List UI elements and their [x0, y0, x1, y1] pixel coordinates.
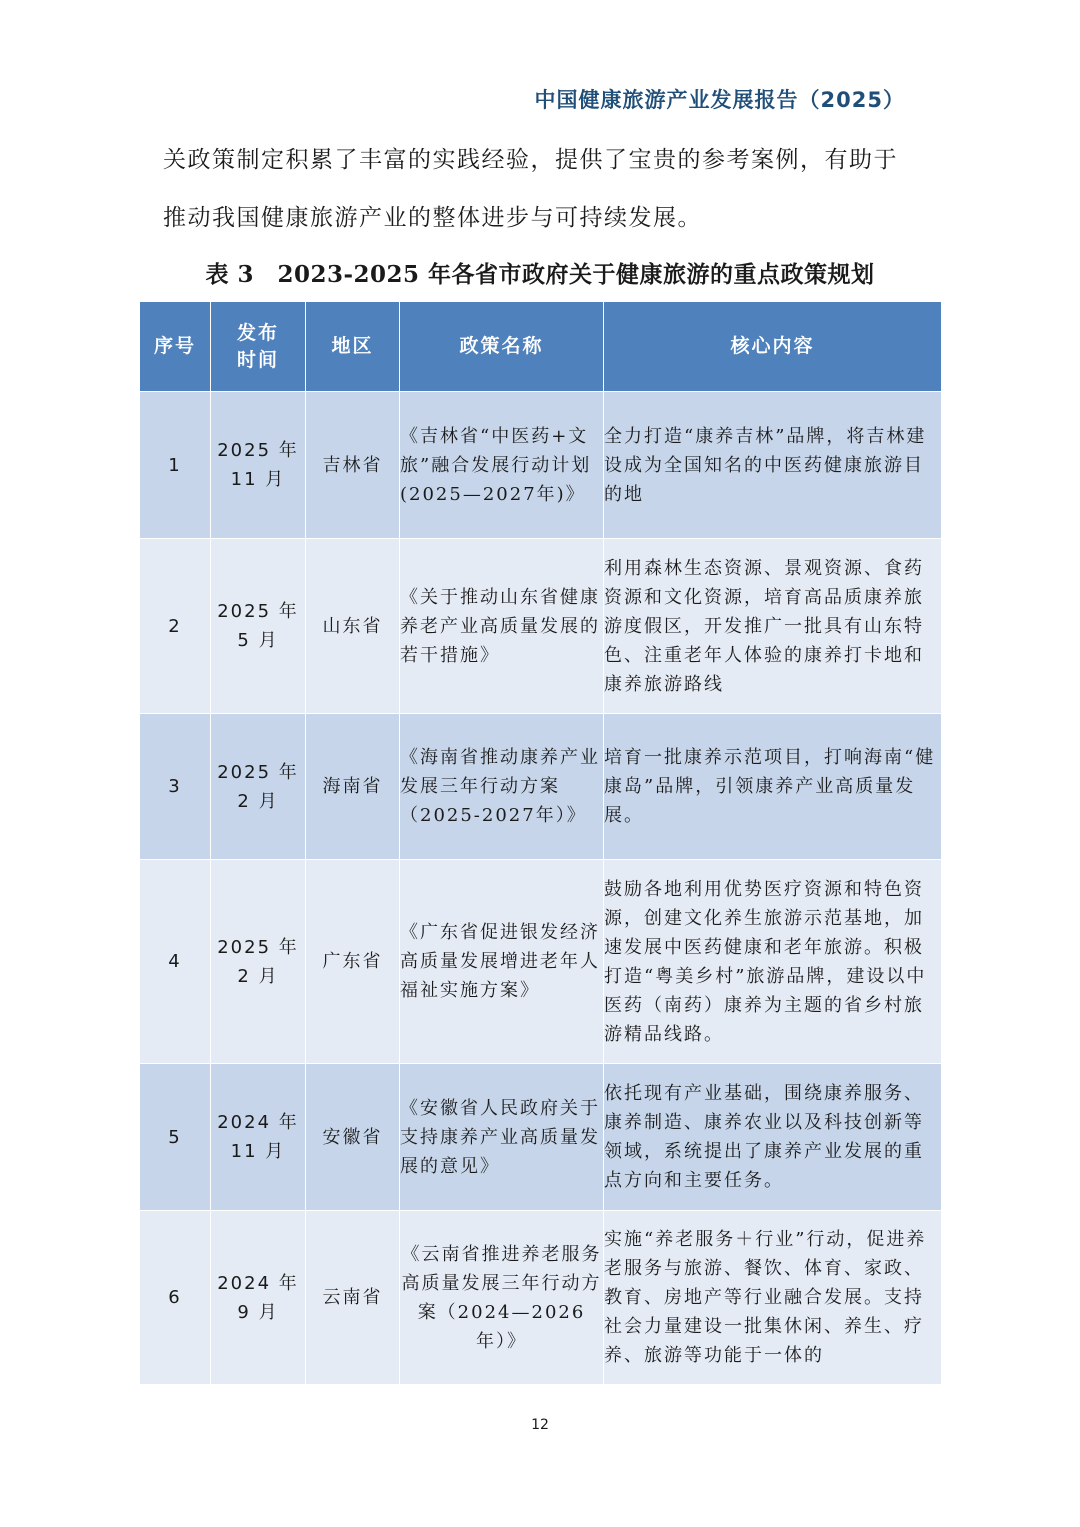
row-date: 2025 年 2 月 — [211, 714, 306, 860]
policy-table — [139, 301, 942, 1385]
table-row — [140, 860, 942, 1064]
intro-line-2: 推动我国健康旅游产业的整体进步与可持续发展。 — [163, 205, 702, 231]
row-core-content: 依托现有产业基础，围绕康养服务、康养制造、康养农业以及科技创新等领域，系统提出了康养产业发展的重点方向和主要任务。 — [604, 1064, 942, 1211]
row-region: 安徽省 — [306, 1064, 400, 1211]
row-date: 2025 年 5 月 — [211, 539, 306, 714]
row-core-content: 培育一批康养示范项目，打响海南“健康岛”品牌，引领康养产业高质量发展。 — [604, 714, 942, 860]
table-row — [140, 1064, 942, 1211]
row-date: 2025 年 2 月 — [211, 860, 306, 1064]
table-caption: 表 3 2023-2025 年各省市政府关于健康旅游的重点政策规划 — [205, 261, 875, 288]
header-policy-name: 政策名称 — [400, 302, 604, 392]
intro-line-1: 关政策制定积累了丰富的实践经验，提供了宝贵的参考案例，有助于 — [163, 147, 898, 173]
header-region: 地区 — [306, 302, 400, 392]
row-policy-name: 《吉林省“中医药+文旅”融合发展行动计划(2025—2027年)》 — [400, 392, 604, 539]
row-core-content: 全力打造“康养吉林”品牌，将吉林建设成为全国知名的中医药健康旅游目的地 — [604, 392, 942, 539]
row-policy-name: 《关于推动山东省健康养老产业高质量发展的若干措施》 — [400, 539, 604, 714]
row-date: 2024 年 11 月 — [211, 1064, 306, 1211]
header-no: 序号 — [140, 302, 211, 392]
row-region: 山东省 — [306, 539, 400, 714]
row-core-content: 鼓励各地利用优势医疗资源和特色资源，创建文化养生旅游示范基地，加速发展中医药健康和老年旅游。积极打造“粤美乡村”旅游品牌，建设以中医药（南药）康养为主题的省乡村旅游精品线路。 — [604, 860, 942, 1064]
header-date: 发布时间 — [211, 302, 306, 392]
table-row — [140, 714, 942, 860]
row-no: 1 — [140, 392, 211, 539]
row-policy-name: 《云南省推进养老服务高质量发展三年行动方案（2024—2026 年）》 — [400, 1211, 604, 1385]
table-row — [140, 392, 942, 539]
row-no: 4 — [140, 860, 211, 1064]
intro-paragraph — [163, 131, 923, 247]
page-number: 12 — [531, 1417, 549, 1433]
row-policy-name: 《广东省促进银发经济高质量发展增进老年人福祉实施方案》 — [400, 860, 604, 1064]
row-policy-name: 《安徽省人民政府关于支持康养产业高质量发展的意见》 — [400, 1064, 604, 1211]
row-no: 3 — [140, 714, 211, 860]
table-row — [140, 1211, 942, 1385]
row-date: 2024 年 9 月 — [211, 1211, 306, 1385]
row-region: 广东省 — [306, 860, 400, 1064]
report-header-title: 中国健康旅游产业发展报告（2025） — [534, 88, 905, 112]
header-core-content: 核心内容 — [604, 302, 942, 392]
row-region: 吉林省 — [306, 392, 400, 539]
row-region: 云南省 — [306, 1211, 400, 1385]
table-row — [140, 539, 942, 714]
row-no: 6 — [140, 1211, 211, 1385]
row-region: 海南省 — [306, 714, 400, 860]
row-core-content: 实施“养老服务＋行业”行动，促进养老服务与旅游、餐饮、体育、家政、教育、房地产等行业融合发展。支持社会力量建设一批集休闲、养生、疗养、旅游等功能于一体的 — [604, 1211, 942, 1385]
row-policy-name: 《海南省推动康养产业发展三年行动方案（2025-2027年）》 — [400, 714, 604, 860]
table-header-row — [140, 302, 942, 392]
row-no: 5 — [140, 1064, 211, 1211]
row-no: 2 — [140, 539, 211, 714]
row-core-content: 利用森林生态资源、景观资源、食药资源和文化资源，培育高品质康养旅游度假区，开发推广一批具有山东特色、注重老年人体验的康养打卡地和康养旅游路线 — [604, 539, 942, 714]
row-date: 2025 年 11 月 — [211, 392, 306, 539]
